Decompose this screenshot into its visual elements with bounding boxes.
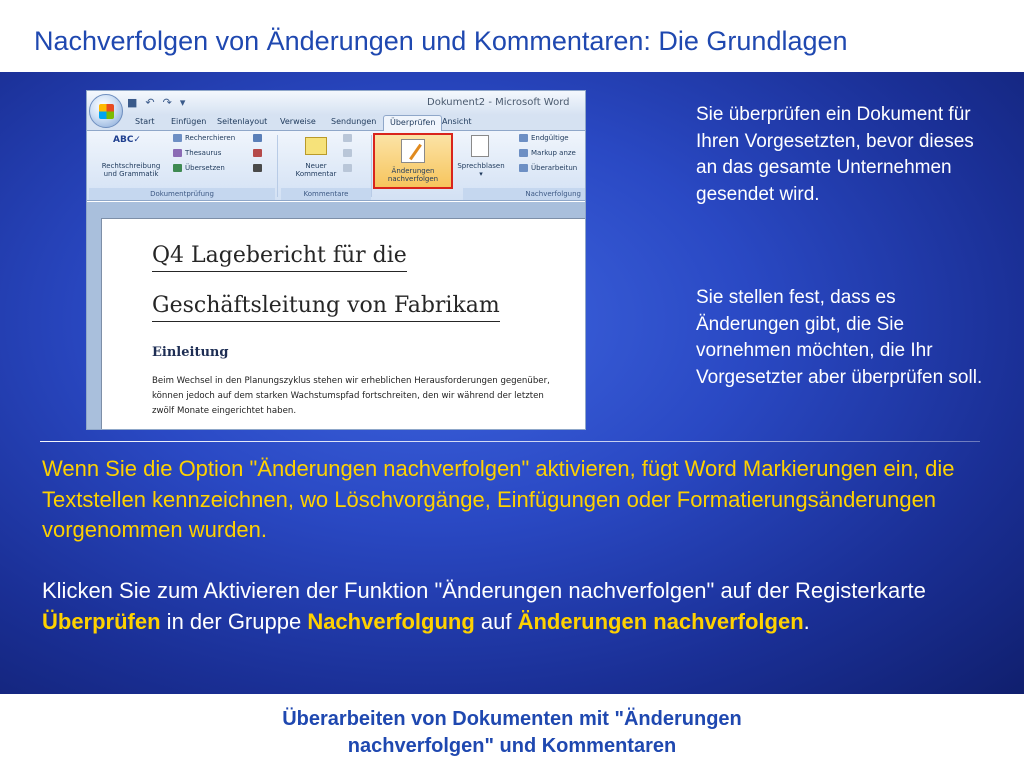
word-window-title: Dokument2 - Microsoft Word [427, 97, 570, 108]
balloons-button[interactable] [453, 162, 509, 178]
tab-start[interactable]: Start [135, 117, 155, 126]
document-body-line: können jedoch auf dem starken Wachstumspfad fortschreiten, den wir während der letzten [152, 391, 544, 401]
group-separator [371, 135, 372, 197]
parental-icon[interactable] [253, 149, 265, 157]
slide-title: Nachverfolgen von Änderungen und Kommentaren: Die Grundlagen [34, 26, 848, 56]
word-screenshot [86, 90, 586, 430]
research-icon [173, 134, 182, 142]
quick-access-toolbar [127, 96, 185, 109]
document-area [87, 202, 585, 430]
spelling-label-1: Rechtschreibung [101, 162, 161, 170]
group-nachverfolgung: Nachverfolgung [463, 188, 586, 200]
undo-icon[interactable]: ↶ [145, 96, 155, 109]
tab-verweise[interactable]: Verweise [280, 117, 316, 126]
document-body-line: zwölf Monate eingerichtet haben. [152, 406, 297, 416]
track-changes-icon [401, 139, 425, 163]
show-markup-button[interactable]: Markup anze [519, 149, 576, 157]
reviewing-pane-button[interactable]: Überarbeitun [519, 164, 577, 172]
new-comment-label-1: Neuer [305, 162, 327, 170]
reviewing-pane-icon [519, 164, 528, 172]
spelling-icon: ABC✓ [113, 135, 141, 145]
thesaurus-icon [173, 149, 182, 157]
footer-title-line1: Überarbeiten von Dokumenten mit "Änderungen [282, 708, 742, 730]
redo-icon[interactable]: ↷ [162, 96, 172, 109]
new-comment-button[interactable] [283, 162, 349, 178]
document-heading: Einleitung [152, 345, 229, 360]
translate-icon [173, 164, 182, 172]
balloons-label: Sprechblasen [457, 162, 505, 170]
show-markup-icon [519, 149, 528, 157]
delete-comment-icon[interactable] [343, 134, 355, 142]
save-icon[interactable]: ■ [127, 96, 138, 109]
tab-einfuegen[interactable]: Einfügen [171, 117, 207, 126]
group-dokumentpruefung: Dokumentprüfung [89, 188, 275, 200]
instruction-auf: auf [474, 608, 518, 634]
office-button[interactable] [89, 94, 123, 128]
new-comment-icon [305, 137, 327, 155]
footer-title [0, 706, 1024, 760]
side-paragraph-2: Sie stellen fest, dass es Änderungen gibt, die Sie vornehmen möchten, die Ihr Vorgesetzter aber überprüfen soll. [696, 287, 983, 388]
instruction-tab-name: Überprüfen [42, 608, 161, 634]
translate-button[interactable]: Übersetzen [173, 164, 225, 172]
word-count-icon[interactable] [253, 164, 265, 172]
previous-comment-icon[interactable] [343, 149, 355, 157]
main-paragraph-2 [42, 576, 992, 637]
footer-title-line2: nachverfolgen" und Kommentaren [347, 735, 677, 757]
word-title-bar [87, 91, 585, 115]
thesaurus-button[interactable]: Thesaurus [173, 149, 221, 157]
ribbon-ueberpruefen [87, 131, 585, 201]
tab-sendungen[interactable]: Sendungen [331, 117, 377, 126]
office-logo-icon [99, 104, 114, 119]
main-paragraph-1: Wenn Sie die Option "Änderungen nachverfolgen" aktivieren, fügt Word Markierungen ein, die Textstellen kennzeichnen, wo Löschvorgänge, Einfügungen oder Formatierungsänderungen vorgenommen wurden. [42, 456, 955, 542]
instruction-intro: Klicken Sie zum Aktivieren der Funktion "Änderungen nachverfolgen" auf der Registerkarte [42, 578, 926, 603]
track-changes-label-2: nachverfolgen [387, 175, 439, 183]
divider-line [40, 441, 980, 442]
chevron-down-icon: ▾ [479, 170, 483, 178]
tab-ansicht[interactable]: Ansicht [442, 117, 472, 126]
spelling-grammar-button[interactable] [91, 162, 171, 178]
track-changes-label-1: Änderungen [391, 167, 435, 175]
customize-icon[interactable]: ▾ [179, 96, 186, 109]
tab-ueberpruefen[interactable]: Überprüfen [383, 115, 442, 132]
language-icon[interactable] [253, 134, 265, 142]
spelling-label-2: und Grammatik [103, 170, 159, 178]
balloons-icon [471, 135, 489, 157]
document-body [152, 374, 586, 419]
document-title-line1: Q4 Lagebericht für die [152, 243, 407, 272]
document-page[interactable] [101, 218, 586, 430]
display-review-icon [519, 134, 528, 142]
research-button[interactable]: Recherchieren [173, 134, 235, 142]
ribbon-tabs [87, 115, 585, 131]
document-title-line2: Geschäftsleitung von Fabrikam [152, 293, 500, 322]
group-kommentare: Kommentare [281, 188, 371, 200]
group-separator [277, 135, 278, 197]
instruction-group-name: Nachverfolgung [307, 608, 475, 634]
new-comment-label-2: Kommentar [295, 170, 337, 178]
next-comment-icon[interactable] [343, 164, 355, 172]
track-changes-button[interactable] [373, 133, 453, 189]
display-for-review-dropdown[interactable]: Endgültige [519, 134, 569, 142]
instruction-end: . [803, 608, 810, 634]
document-body-line: Beim Wechsel in den Planungszyklus stehen wir erheblichen Herausforderungen gegenüber, [152, 376, 550, 386]
instruction-button-name: Änderungen nachverfolgen [517, 608, 804, 634]
tab-seitenlayout[interactable]: Seitenlayout [217, 117, 268, 126]
instruction-mid: in der Gruppe [160, 608, 308, 634]
side-paragraph-1: Sie überprüfen ein Dokument für Ihren Vorgesetzten, bevor dieses an das gesamte Unternehmen gesendet wird. [696, 104, 974, 205]
